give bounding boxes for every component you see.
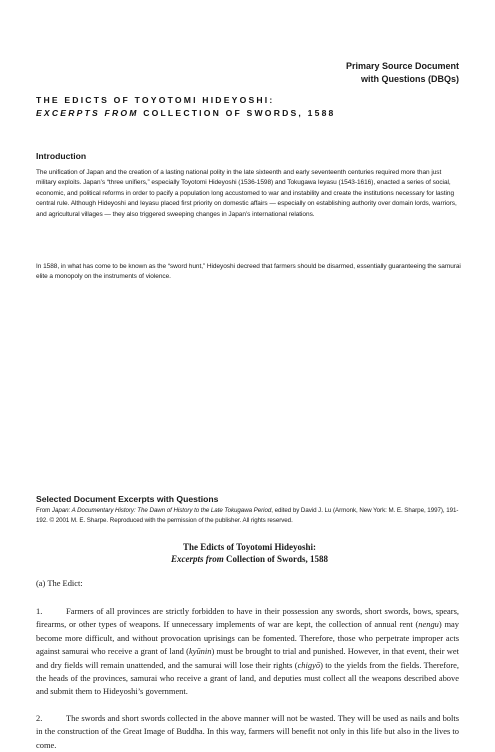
edict-item-1 [36, 605, 459, 699]
item-number: 2. [36, 713, 43, 723]
page-title-rest: COLLECTION OF SWORDS, 1588 [138, 108, 336, 118]
edict-title-line2 [36, 553, 463, 565]
edict-label: (a) The Edict: [36, 578, 83, 588]
edict-title-line1: The Edicts of Toyotomi Hideyoshi: [182, 542, 317, 552]
introduction-paragraph-2: In 1588, in what has come to be known as the “sword hunt,” Hideyoshi decreed that farmers should be disarmed, essentially guaranteeing the samurai elite a monopoly on the instruments of violence. [36, 263, 461, 281]
item-text: ) to the yields from the fields. Therefore, the heads of the provinces, samurai who receive a grant of land, and deputies must collect all the weapons described above and submit them to Hideyoshi’s government. [36, 659, 459, 697]
citation-details: , edited by David J. Lu (Armonk, New York: M. E. Sharpe, 1997), 191-192. © 2001 M. E. Sharpe. Reproduced with the permission of the publisher. All rights reserved. [36, 507, 459, 525]
edict-title [36, 541, 463, 565]
edict-title-rest: Collection of Swords, 1588 [223, 554, 328, 564]
item-text: Farmers of all provinces are strictly forbidden to have in their possession any swords, short swords, bows, spears, firearms, or other types of weapons. If unnecessary implements of war are kept, the collection of annual rent ( [36, 606, 459, 630]
citation-prefix: From [36, 507, 52, 514]
page-title-line1: THE EDICTS OF TOYOTOMI HIDEYOSHI: [36, 95, 275, 105]
japanese-term: nengu [418, 619, 439, 630]
document-type-label [346, 60, 459, 86]
item-number: 1. [36, 606, 43, 616]
excerpts-heading: Selected Document Excerpts with Questions [36, 494, 219, 504]
page-title-italic: EXCERPTS FROM [36, 108, 139, 118]
edict-item-2 [36, 712, 459, 752]
introduction-heading: Introduction [36, 151, 87, 161]
item-text: ) may become more difficult, and without provocation uprisings can be fomented. Therefore, those who perpetrate improper acts against samurai who receive a grant of land ( [36, 619, 459, 657]
citation-book-title: Japan: A Documentary History: The Dawn of History to the Late Tokugawa Period [51, 507, 272, 514]
document-type-line2: with Questions (DBQs) [360, 74, 459, 84]
japanese-term: chigyō [297, 659, 321, 670]
page-title-line2 [36, 107, 336, 120]
edict-title-italic: Excerpts from [171, 554, 224, 564]
japanese-term: kyūnin [188, 646, 212, 657]
document-type-line1: Primary Source Document [345, 61, 459, 71]
item-text: The swords and short swords collected in the above manner will not be wasted. They will be used as nails and bolts in the construction of the Great Image of Buddha. In this way, farmers will benefit not only in this life but also in the lives to come. [36, 713, 459, 750]
introduction-paragraph-1: The unification of Japan and the creation of a lasting national polity in the late sixteenth and early seventeenth centuries required more than just military exploits. Japan’s “three unifiers,” especially Toyotomi Hideyoshi (1536-1598) and Tokugawa Ieyasu (1543-1616), enacted a series of social, economic, and political reforms in order to pacify a population long accustomed to war and instability and create the institutions necessary for lasting central rule. Although Hideyoshi and Ieyasu placed first priority on domestic affairs — especially on establishing authority over domain lords, warriors, and agricultural villages — they also triggered sweeping changes in Japan’s international relations. [36, 169, 457, 218]
page-title [36, 94, 336, 120]
source-citation [36, 506, 463, 527]
item-text: ) must be brought to trial and punished. However, in that event, their wet and dry fields will remain unattended, and the samurai will lose their rights ( [36, 646, 459, 670]
